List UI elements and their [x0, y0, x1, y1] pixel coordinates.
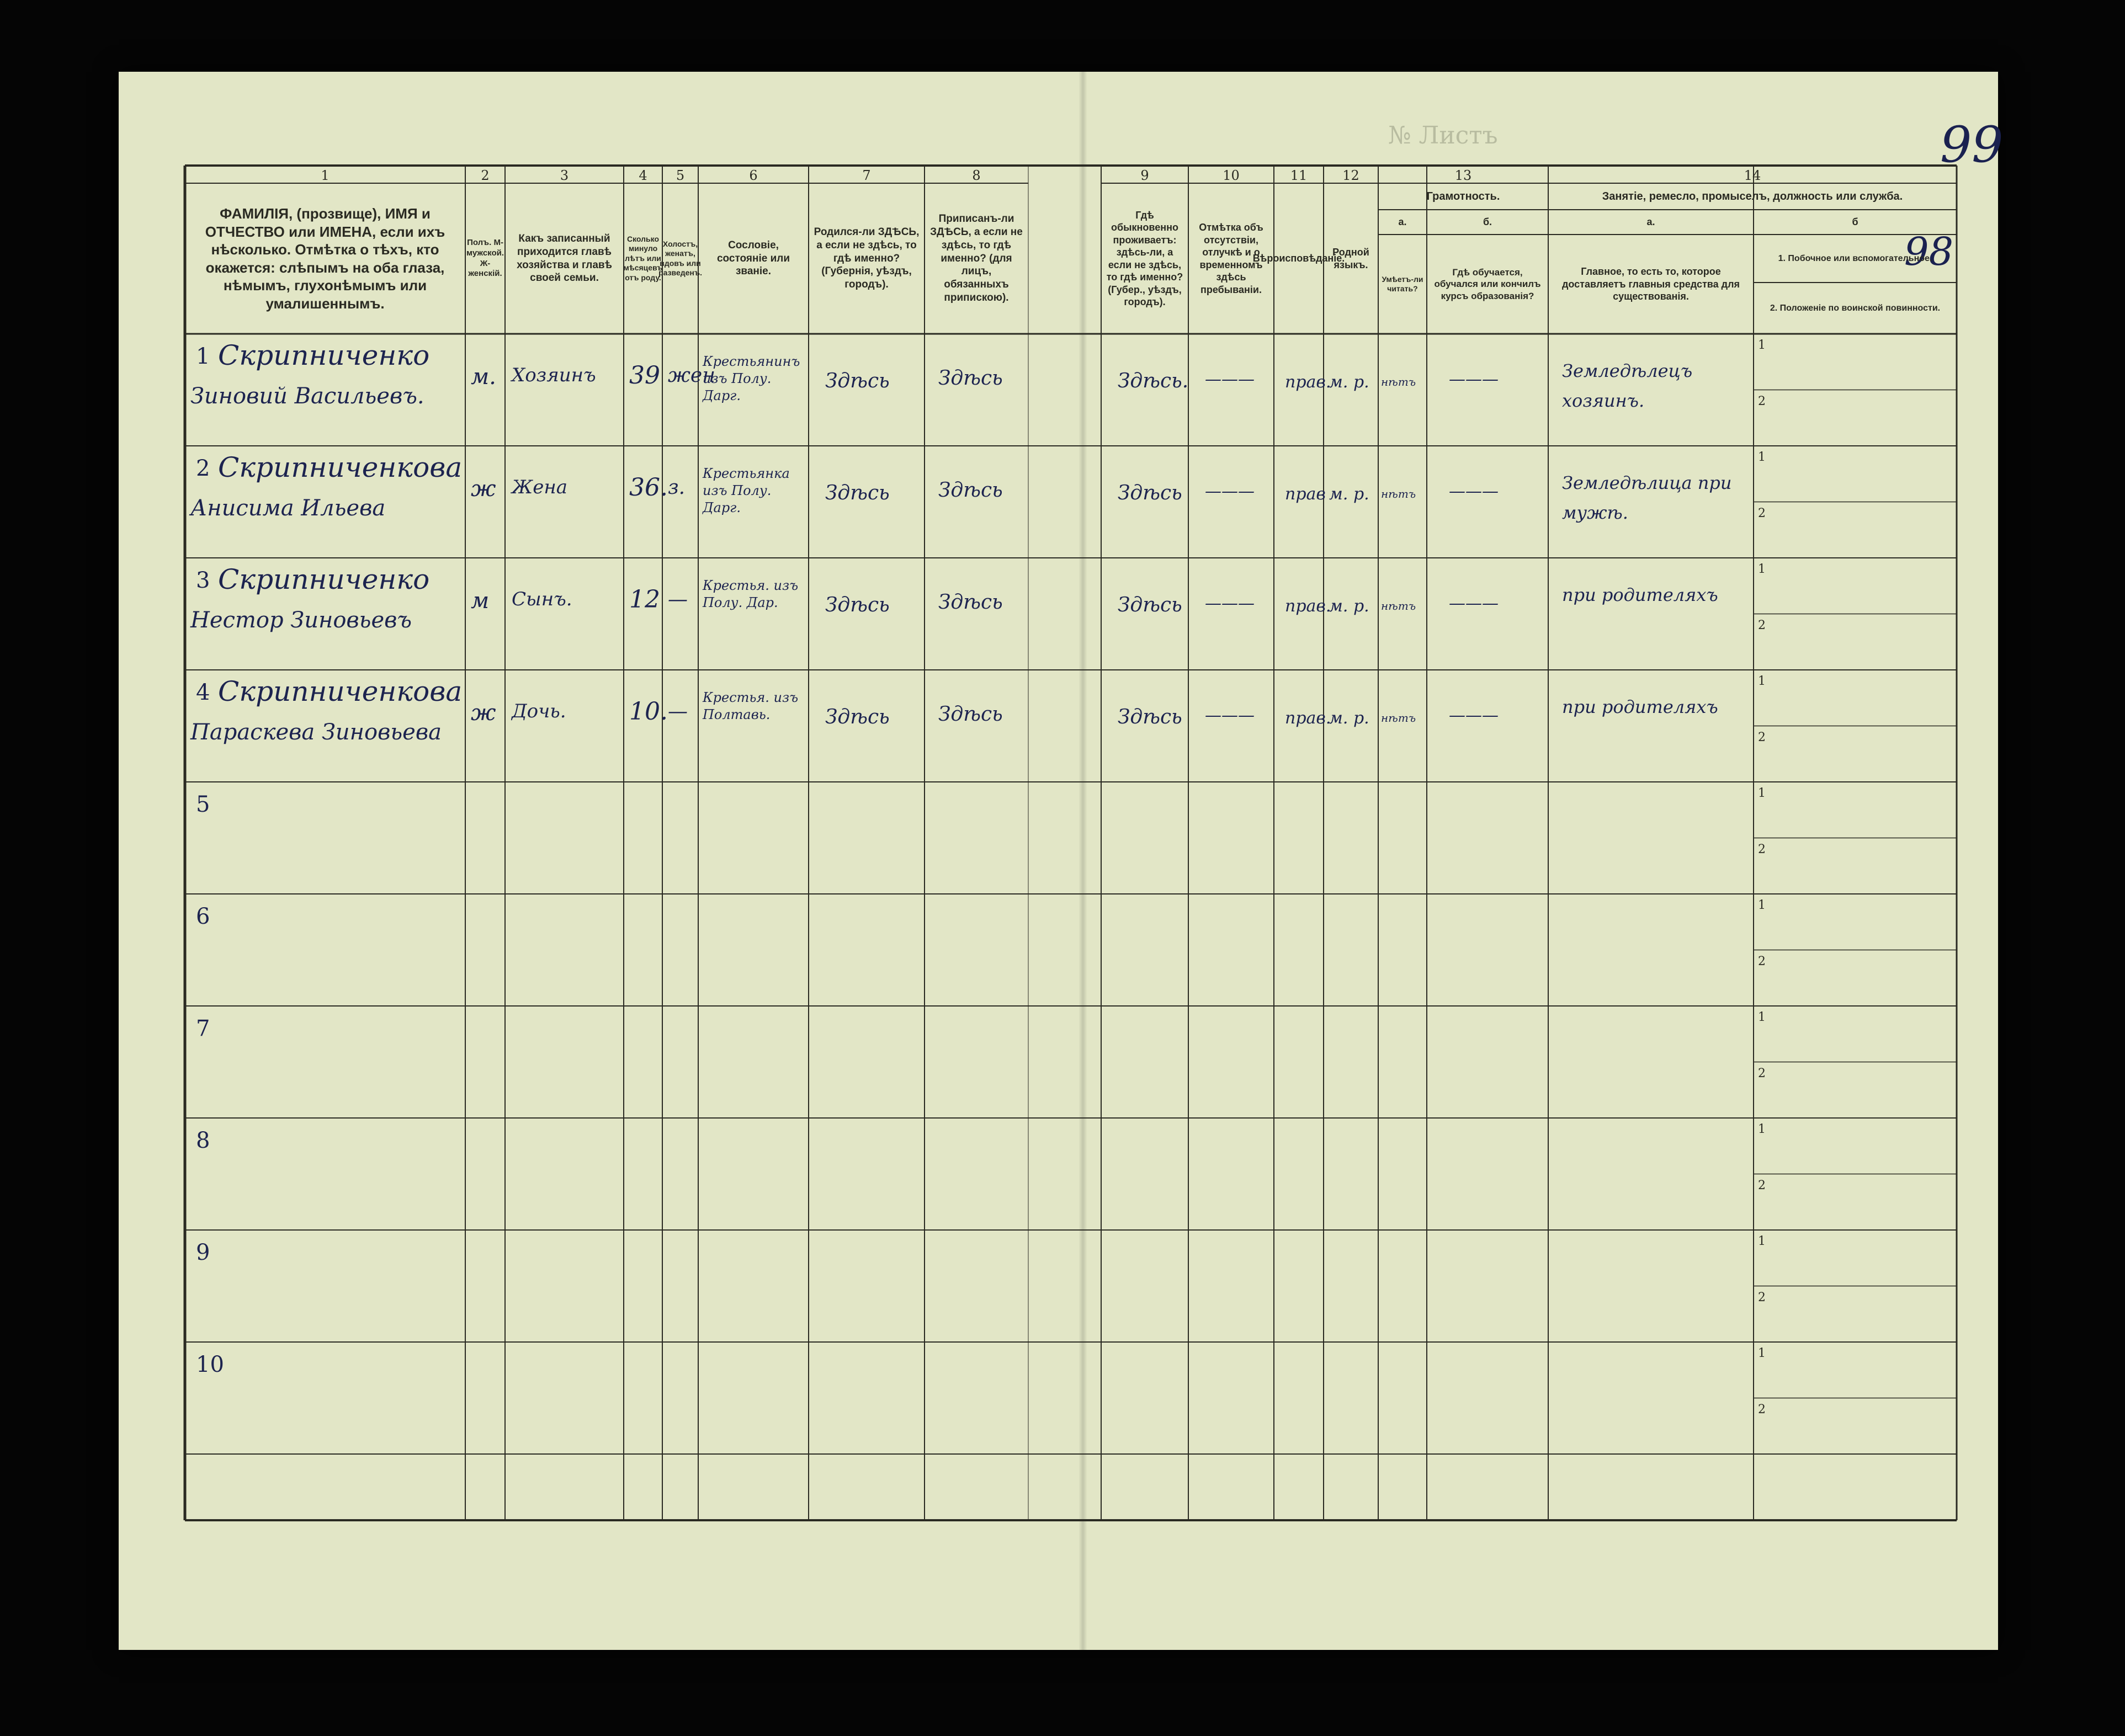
cell-marital: жен — [668, 364, 715, 387]
row-number: 1 — [196, 344, 210, 369]
cell-surname: Скрипниченкова — [218, 451, 463, 483]
sub-row-label: 1 — [1758, 674, 1766, 688]
header-c10: Отмѣтка объ отсутствіи, отлучкѣ и о временномъ здѣсь пребываніи. — [1199, 222, 1263, 295]
cell-relation: Хозяинъ — [512, 364, 596, 386]
sub-row-label: 1 — [1758, 1234, 1766, 1248]
cell-registered: Здѣсь — [938, 591, 1003, 614]
sub-row-label: 1 — [1758, 1122, 1766, 1136]
cell-estate: Крестьянка изъ Полу. Дарг. — [703, 466, 790, 516]
cell-occupation: при родителяхъ — [1562, 696, 1718, 717]
cell-education: ——— — [1449, 370, 1499, 389]
cell-registered: Здѣсь — [938, 367, 1003, 390]
column-number: 8 — [972, 168, 981, 183]
cell-resides: Здѣсь. — [1118, 370, 1189, 392]
census-form-sheet — [119, 72, 2004, 1650]
cell-education: ——— — [1449, 706, 1499, 725]
cell-given-name: Параскева Зиновьева — [190, 720, 442, 745]
row-number: 7 — [196, 1016, 210, 1041]
row-number: 4 — [196, 680, 210, 705]
cell-literate: нѣтъ — [1381, 375, 1416, 388]
header-c14b-label: б — [1852, 216, 1858, 228]
row-number: 2 — [196, 456, 210, 481]
header-c13: Грамотность. — [1426, 190, 1500, 203]
header-c2: Полъ. М-мужской. Ж-женскій. — [466, 238, 504, 279]
column-number: 2 — [481, 168, 490, 183]
cell-occupation: Земледѣлица при мужѣ. — [1562, 472, 1732, 524]
cell-estate: Крестья. изъ Полтавь. — [703, 690, 799, 723]
cell-religion: прав — [1285, 484, 1326, 504]
cell-age: 39 — [629, 361, 660, 390]
sub-row-label: 1 — [1758, 786, 1766, 800]
cell-language: м. р. — [1329, 372, 1369, 392]
cell-registered: Здѣсь — [938, 479, 1003, 502]
cell-language: м. р. — [1329, 709, 1369, 728]
header-c3: Какъ записанный приходится главѣ хозяйства и главѣ своей семьи. — [517, 233, 612, 284]
header-c14b1: 1. Побочное или вспомогательное. — [1778, 253, 1932, 263]
cell-language: м. р. — [1329, 484, 1369, 504]
cell-marital: з. — [668, 476, 686, 499]
cell-estate: Крестьянинъ изъ Полу. Дарг. — [703, 354, 800, 404]
cell-marital: — — [668, 588, 688, 611]
column-number: 10 — [1223, 168, 1240, 183]
cell-religion: прав. — [1285, 709, 1331, 728]
cell-resides: Здѣсь — [1118, 482, 1182, 504]
sub-row-label: 2 — [1758, 618, 1766, 632]
sub-row-label: 2 — [1758, 842, 1766, 856]
row-number: 10 — [196, 1352, 224, 1377]
corrected-folio-number: 98 — [1904, 229, 1954, 274]
cell-born: Здѣсь — [825, 594, 890, 616]
cell-relation: Дочь. — [512, 700, 566, 722]
column-number: 3 — [560, 168, 569, 183]
sub-row-label: 2 — [1758, 1290, 1766, 1304]
header-c6: Сословіе, состояніе или званіе. — [716, 239, 790, 278]
header-c8: Приписанъ-ли ЗДѢСЬ, а если не здѣсь, то гдѣ именно? (для лицъ, обязанныхъ припискою). — [930, 213, 1023, 303]
cell-relation: Жена — [512, 476, 567, 498]
cell-born: Здѣсь — [825, 482, 890, 504]
sub-row-label: 1 — [1758, 898, 1766, 912]
sheet-number-label: № Листъ — [1388, 121, 1498, 150]
sub-row-label: 2 — [1758, 1402, 1766, 1417]
column-number: 6 — [749, 168, 758, 183]
column-number: 13 — [1454, 168, 1472, 183]
column-number: 11 — [1290, 168, 1308, 183]
header-c13a: Умѣетъ-ли читать? — [1382, 274, 1423, 293]
sub-row-label: 2 — [1758, 954, 1766, 968]
header-c14a: Главное, то есть то, которое доставляетъ главныя средства для существованія. — [1561, 266, 1740, 302]
column-number: 12 — [1342, 168, 1359, 183]
cell-literate: нѣтъ — [1381, 599, 1416, 613]
cell-sex: ж — [471, 476, 496, 502]
column-number: 7 — [862, 168, 871, 183]
header-c13b: Гдѣ обучается, обучался или кончилъ курсъ образованія? — [1434, 267, 1541, 301]
cell-resides: Здѣсь — [1118, 594, 1182, 616]
cell-absence: ——— — [1205, 594, 1255, 613]
cell-literate: нѣтъ — [1381, 487, 1416, 500]
column-number: 5 — [676, 168, 685, 183]
header-c1: ФАМИЛІЯ, (прозвище), ИМЯ и ОТЧЕСТВО или ИМЕНА, если ихъ нѣсколько. Отмѣтка о тѣхъ, кто окажется: слѣпымъ на оба глаза, нѣмымъ, глухонѣмымъ или умалишеннымъ. — [205, 205, 445, 312]
column-number: 14 — [1744, 168, 1761, 183]
sub-row-label: 2 — [1758, 506, 1766, 520]
cell-sex: м. — [471, 364, 496, 390]
row-number: 9 — [196, 1240, 210, 1265]
cell-given-name: Зиновий Васильевъ. — [190, 384, 424, 409]
cell-age: 36. — [629, 473, 668, 502]
cell-religion: прав. — [1285, 372, 1331, 392]
header-c7: Родился-ли ЗДѢСЬ, а если не здѣсь, то гдѣ именно? (Губернія, уѣздъ, городъ). — [814, 226, 920, 291]
cell-occupation: Земледѣлецъ хозяинъ. — [1562, 360, 1693, 412]
header-c13a-label: а. — [1398, 216, 1407, 228]
cell-absence: ——— — [1205, 370, 1255, 389]
cell-religion: прав. — [1285, 597, 1331, 616]
cell-language: м. р. — [1329, 597, 1369, 616]
cell-education: ——— — [1449, 594, 1499, 613]
row-number: 3 — [196, 568, 210, 593]
sub-row-label: 1 — [1758, 562, 1766, 576]
cell-given-name: Нестор Зиновьевъ — [190, 608, 412, 633]
cell-registered: Здѣсь — [938, 703, 1003, 726]
header-c14a-label: а. — [1646, 216, 1655, 228]
cell-age: 12 — [629, 585, 660, 614]
header-c4: Сколько минуло лѣтъ или мѣсяцевъ отъ роду. — [623, 234, 663, 282]
header-c13b-label: б. — [1483, 216, 1492, 228]
row-number: 8 — [196, 1128, 210, 1153]
sub-row-label: 2 — [1758, 730, 1766, 744]
cell-sex: ж — [471, 700, 496, 726]
cell-age: 10. — [629, 697, 668, 726]
cell-absence: ——— — [1205, 706, 1255, 725]
sub-row-label: 1 — [1758, 450, 1766, 464]
page-fold — [1079, 72, 1087, 1650]
cell-marital: — — [668, 700, 688, 723]
cell-education: ——— — [1449, 482, 1499, 501]
cell-born: Здѣсь — [825, 370, 890, 392]
cell-surname: Скрипниченко — [218, 563, 430, 595]
cell-resides: Здѣсь — [1118, 706, 1182, 728]
cell-occupation: при родителяхъ — [1562, 584, 1718, 605]
row-number: 5 — [196, 792, 210, 817]
header-c14: Занятіе, ремесло, промыселъ, должность или служба. — [1602, 190, 1903, 203]
header-c9: Гдѣ обыкновенно проживаетъ: здѣсь-ли, а если не здѣсь, то гдѣ именно? (Губер., уѣздъ, городъ). — [1106, 209, 1183, 307]
cell-estate: Крестья. изъ Полу. Дар. — [703, 578, 799, 611]
cell-given-name: Анисима Ильева — [190, 496, 386, 521]
folio-number: 99 — [1940, 116, 2004, 174]
cell-sex: м — [471, 588, 490, 614]
sub-row-label: 2 — [1758, 394, 1766, 408]
column-number: 9 — [1140, 168, 1149, 183]
sub-row-label: 2 — [1758, 1066, 1766, 1080]
cell-surname: Скрипниченко — [218, 339, 430, 371]
cell-born: Здѣсь — [825, 706, 890, 728]
row-number: 6 — [196, 904, 210, 929]
header-c5: Холостъ, женатъ, вдовъ или разведенъ. — [658, 239, 702, 277]
header-c14b2: 2. Положеніе по воинской повинности. — [1770, 303, 1941, 313]
cell-literate: нѣтъ — [1381, 711, 1416, 725]
cell-surname: Скрипниченкова — [218, 675, 463, 707]
cell-absence: ——— — [1205, 482, 1255, 501]
header-c11: Вѣроисповѣданіе. — [1252, 253, 1345, 264]
header-c12: Родной языкъ. — [1332, 247, 1369, 270]
cell-relation: Сынъ. — [512, 588, 572, 610]
sub-row-label: 1 — [1758, 338, 1766, 352]
sub-row-label: 1 — [1758, 1010, 1766, 1024]
column-number: 4 — [639, 168, 647, 183]
column-number: 1 — [321, 168, 330, 183]
sub-row-label: 2 — [1758, 1178, 1766, 1192]
sub-row-label: 1 — [1758, 1346, 1766, 1360]
